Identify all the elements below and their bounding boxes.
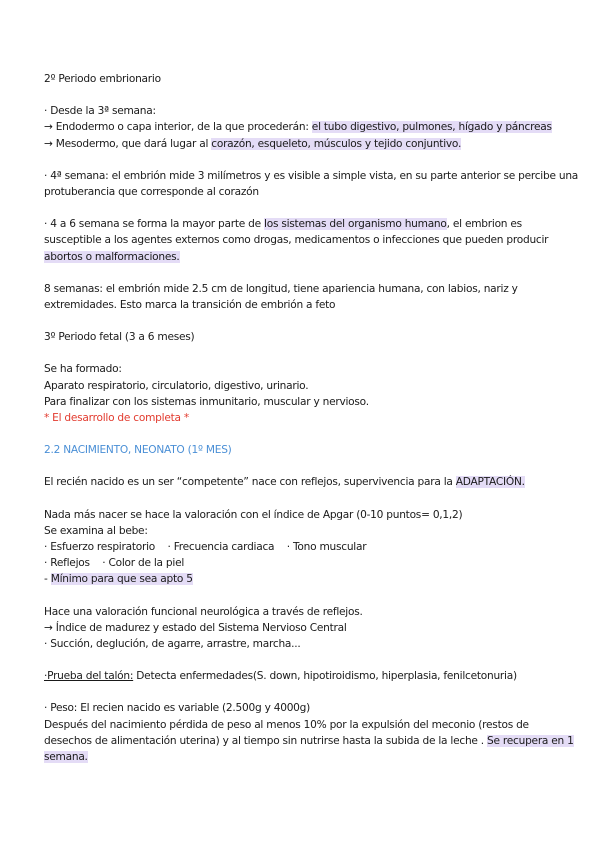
text-line: Para finalizar con los sistemas inmunitario, muscular y nervioso. [44, 395, 369, 408]
text-line: · 4ª semana: el embrión mide 3 milímetros y es visible a simple vista, en su parte anterior se percibe una [44, 169, 579, 182]
text-line: 8 semanas: el embrión mide 2.5 cm de longitud, tiene apariencia humana, con labios, nariz y [44, 282, 518, 295]
section-heading-nacimiento: 2.2 NACIMIENTO, NEONATO (1º MES) [44, 444, 232, 457]
text-line: · Reflejos · Color de la piel [44, 557, 185, 570]
highlighted-text: corazón, esqueleto, músculos y tejido conjuntivo. [211, 137, 462, 150]
text-line [44, 733, 574, 749]
text-line: Después del nacimiento pérdida de peso al menos 10% por la expulsión del meconio (restos de [44, 718, 529, 731]
text-line: · Peso: El recien nacido es variable (2.500g y 4000g) [44, 702, 311, 715]
text-line: Nada más nacer se hace la valoración con el índice de Apgar (0-10 puntos= 0,1,2) [44, 508, 463, 521]
highlighted-text: Se recupera en 1 [487, 734, 574, 747]
highlighted-text: semana. [44, 751, 88, 764]
text-span: → Endodermo o capa interior, de la que procederán: [44, 121, 312, 134]
text-line: · Esfuerzo respiratorio · Frecuencia cardiaca · Tono muscular [44, 541, 367, 554]
text-span: · 4 a 6 semana se forma la mayor parte de [44, 218, 265, 231]
text-line: protuberancia que corresponde al corazón [44, 186, 259, 199]
text-line [44, 216, 560, 232]
text-line: Se examina al bebe: [44, 524, 148, 537]
text-span: Detecta enfermedades(S. down, hipotiroidismo, hiperplasia, fenilcetonuria) [133, 670, 517, 683]
highlighted-text: el tubo digestivo, pulmones, hígado y páncreas [311, 121, 552, 134]
text-line [44, 119, 560, 135]
section-title-periodo-fetal: 3º Periodo fetal (3 a 6 meses) [44, 331, 195, 344]
text-line: Aparato respiratorio, circulatorio, digestivo, urinario. [44, 379, 309, 392]
text-line: Hace una valoración funcional neurológica a través de reflejos. [44, 605, 363, 618]
text-span: , el embrion es [446, 218, 522, 231]
highlighted-text: Mínimo para que sea apto 5 [50, 573, 193, 586]
text-line [44, 668, 560, 684]
text-line [44, 249, 560, 265]
highlighted-text: ADAPTACIÓN. [455, 476, 525, 489]
highlighted-text: abortos o malformaciones. [44, 250, 180, 263]
section-title-periodo-embrionario: 2º Periodo embrionario [44, 73, 161, 85]
text-span: → Mesodermo, que dará lugar al [44, 137, 212, 150]
text-span: El recién nacido es un ser “competente” nace con reflejos, supervivencia para la [44, 476, 456, 489]
text-line [44, 136, 560, 152]
text-line: · Desde la 3ª semana: [44, 105, 156, 118]
text-line [44, 571, 560, 587]
text-line: susceptible a los agentes externos como drogas, medicamentos o infecciones que pueden producir [44, 234, 549, 247]
text-span: desechos de alimentación uterina) y al tiempo sin nutrirse hasta la subida de la leche . [44, 734, 488, 747]
text-line: · Succión, deglución, de agarre, arrastre, marcha... [44, 638, 301, 651]
text-line [44, 474, 560, 490]
text-line: extremidades. Esto marca la transición de embrión a feto [44, 299, 336, 312]
text-line: → Índice de madurez y estado del Sistema Nervioso Central [44, 621, 347, 634]
red-note: * El desarrollo de completa * [44, 412, 189, 425]
underlined-label: ·Prueba del talón: [44, 670, 134, 683]
text-span: - [44, 573, 51, 586]
text-line: Se ha formado: [44, 363, 122, 376]
highlighted-text: los sistemas del organismo humano [264, 218, 447, 231]
text-line [44, 749, 560, 765]
